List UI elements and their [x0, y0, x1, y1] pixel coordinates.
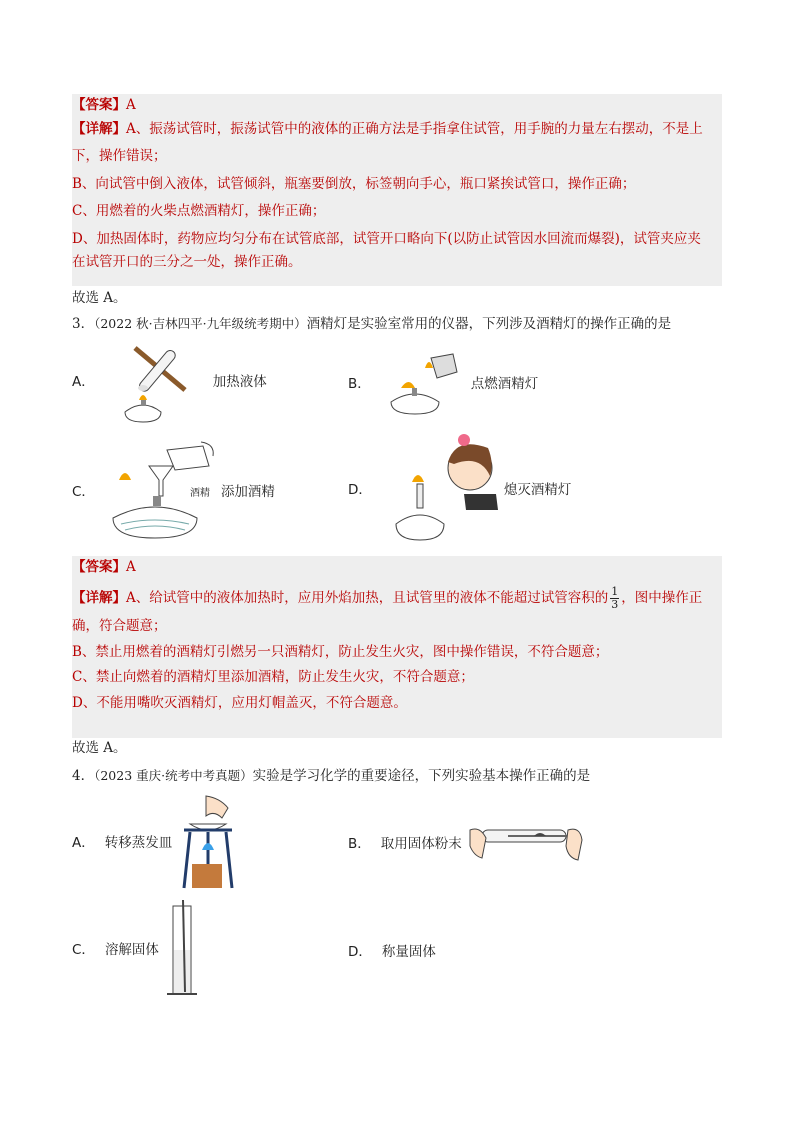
answer-tag: 【答案】 [72, 559, 126, 575]
option-3d [348, 432, 571, 548]
question-number: 4． [72, 768, 95, 784]
detail-line: C、用燃着的火柴点燃酒精灯，操作正确； [72, 203, 326, 219]
detail-line: B、向试管中倒入液体，试管倾斜，瓶塞要倒放，标签朝向手心，瓶口紧挨试管口，操作正确； [72, 175, 636, 192]
option-letter: D． [348, 944, 372, 960]
option-letter: A． [72, 374, 95, 390]
conclusion-text: 故选 A。 [72, 740, 127, 756]
option-letter: C． [72, 484, 95, 500]
detail-line: 在试管开口的三分之一处，操作正确。 [72, 254, 302, 270]
option-3b [348, 352, 538, 416]
question-source: （2023 重庆·统考中考真题） [94, 768, 253, 783]
question-stem: 酒精灯是实验室常用的仪器，下列涉及酒精灯的操作正确的是 [306, 316, 672, 332]
option-letter: A． [72, 835, 95, 851]
conclusion-text: 故选 A。 [72, 290, 127, 306]
question-4 [72, 764, 722, 788]
detail-line: 下，操作错误； [72, 148, 167, 164]
detail-line [72, 583, 722, 613]
answer-block-q2 [72, 94, 722, 286]
detail-tag: 【详解】 [72, 120, 126, 137]
bottle-label: 酒精 [190, 488, 210, 499]
detail-line: B、禁止用燃着的酒精灯引燃另一只酒精灯，防止发生火灾，图中操作错误，不符合题意； [72, 643, 609, 660]
option-caption: 加热液体 [212, 374, 267, 390]
detail-line [72, 118, 722, 142]
option-4c [72, 900, 203, 1000]
option-3a [72, 340, 267, 424]
blowing-out-lamp-icon [382, 432, 500, 548]
option-caption: 取用固体粉末 [380, 836, 462, 852]
detail-text: A、振荡试管时，振荡试管中的液体的正确方法是手指拿住试管，用手腕的力量左右摆动，不是上 [126, 120, 703, 137]
option-4b [348, 814, 584, 874]
detail-text: A、给试管中的液体加热时，应用外焰加热，且试管里的液体不能超过试管容积的 [126, 590, 609, 606]
option-4a [72, 794, 236, 892]
test-tube-powder-icon [468, 816, 584, 872]
detail-text: ，图中操作正 [621, 590, 703, 606]
conclusion-q2 [72, 286, 722, 310]
question-stem: 实验是学习化学的重要途径，下列实验基本操作正确的是 [252, 768, 591, 784]
fraction [610, 586, 619, 611]
option-caption: 溶解固体 [104, 942, 159, 958]
detail-line: C、禁止向燃着的酒精灯里添加酒精，防止发生火灾，不符合题意； [72, 669, 474, 685]
heating-liquid-icon [105, 340, 205, 424]
option-3c [72, 440, 275, 544]
option-caption: 转移蒸发皿 [104, 835, 173, 851]
option-caption: 添加酒精 [220, 484, 275, 500]
evaporating-dish-icon [176, 794, 236, 892]
option-letter: B． [348, 836, 371, 852]
option-caption: 熄灭酒精灯 [503, 482, 572, 498]
conclusion-q3 [72, 736, 722, 760]
answer-line [72, 556, 722, 583]
option-letter: C． [72, 942, 95, 958]
option-letter: B． [348, 376, 371, 392]
option-caption: 称量固体 [381, 944, 436, 960]
detail-line: D、加热固体时，药物应均匀分布在试管底部，试管开口略向下(以防止试管因水回流而爆裂)，试管夹应夹 [72, 230, 701, 247]
answer-value: A [126, 559, 136, 575]
lighting-lamp-icon [381, 352, 467, 416]
detail-line: 确，符合题意； [72, 618, 167, 634]
answer-line [72, 94, 722, 118]
answer-tag: 【答案】 [72, 97, 126, 113]
detail-line: D、不能用嘴吹灭酒精灯，应用灯帽盖灭，不符合题意。 [72, 694, 407, 711]
answer-block-q3 [72, 556, 722, 738]
fraction-denominator: 3 [611, 598, 619, 611]
question-3 [72, 312, 722, 336]
option-caption: 点燃酒精灯 [470, 376, 539, 392]
question-number: 3． [72, 316, 95, 332]
fraction-numerator: 1 [611, 585, 619, 598]
detail-tag: 【详解】 [72, 590, 126, 606]
option-letter: D． [348, 482, 372, 498]
question-source: （2022 秋·吉林四平·九年级统考期中） [94, 316, 307, 331]
graduated-cylinder-icon [163, 900, 203, 1000]
option-4d [348, 940, 436, 964]
answer-value: A [126, 97, 136, 113]
